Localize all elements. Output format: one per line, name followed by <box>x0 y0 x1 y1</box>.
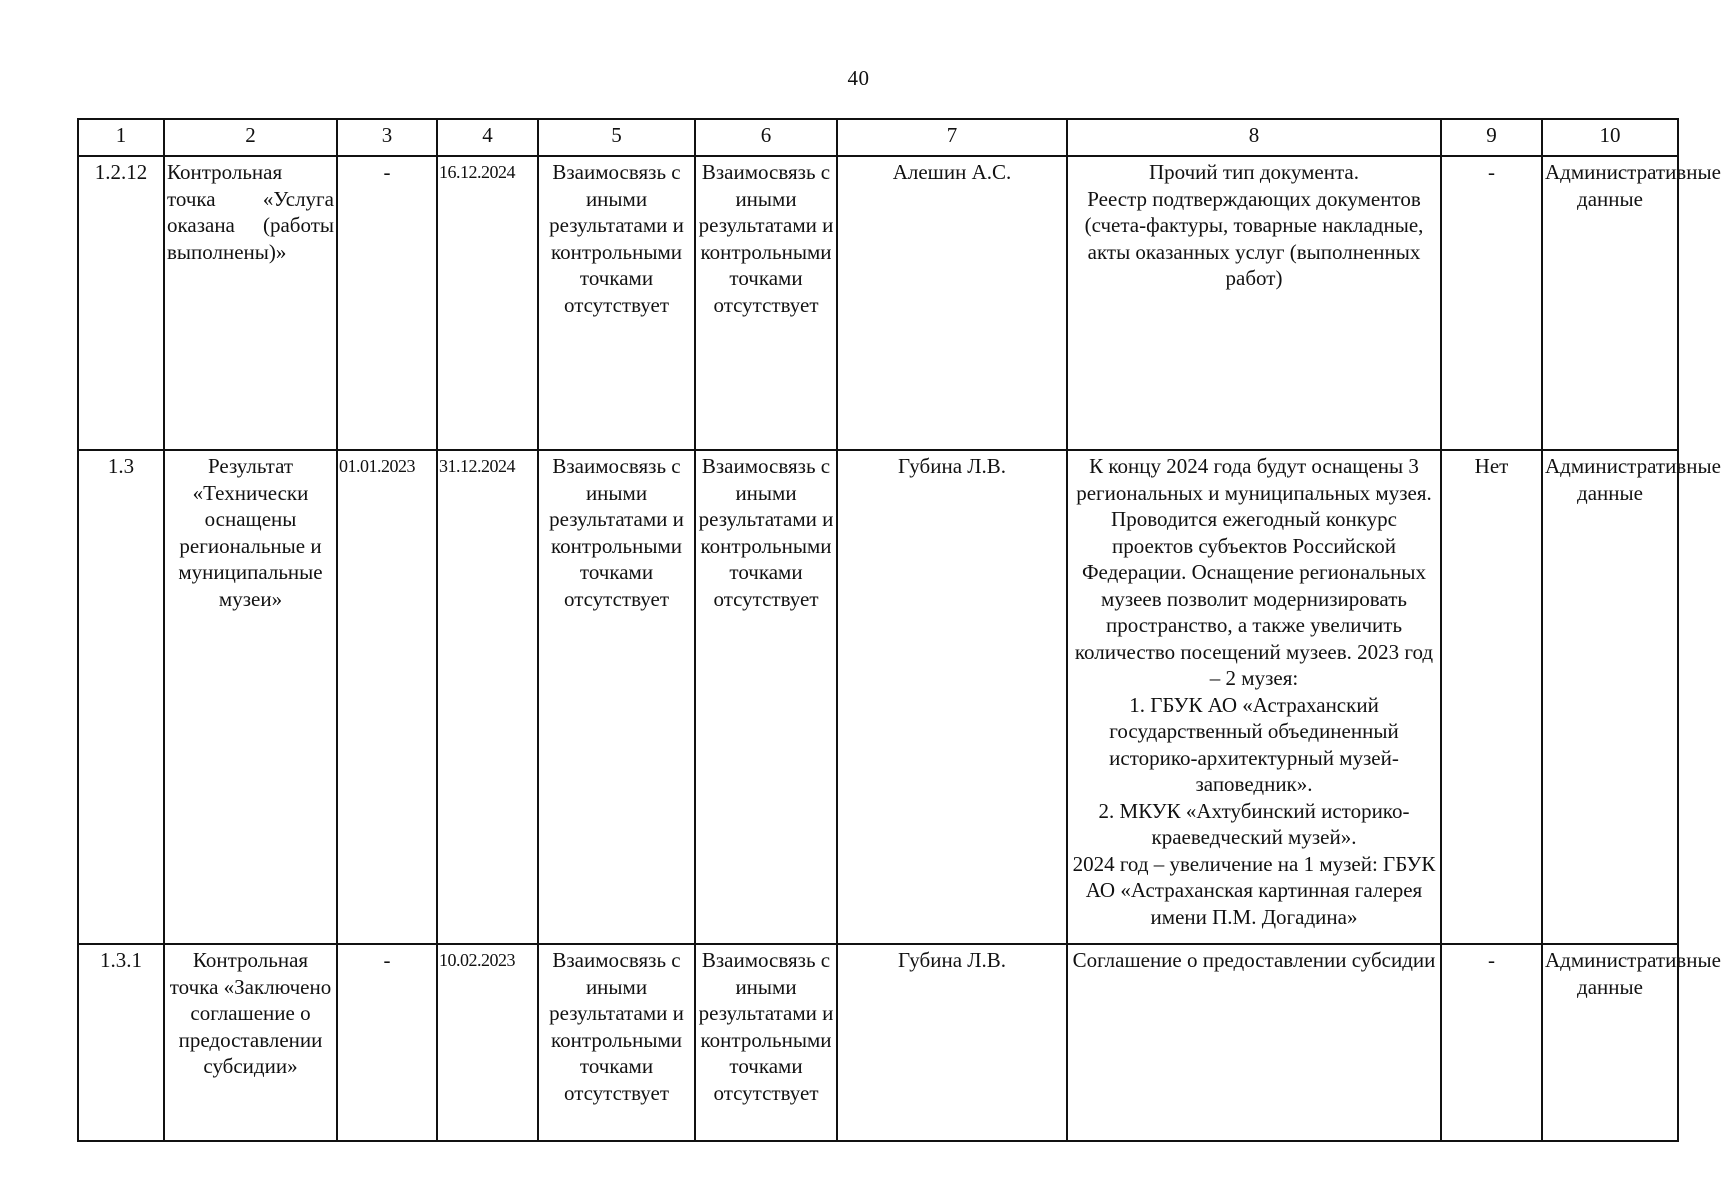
end-date-cell: 16.12.2024 <box>437 156 538 450</box>
table-row <box>78 156 1678 450</box>
row-number-cell: 1.3.1 <box>78 944 164 1141</box>
end-date-cell: 10.02.2023 <box>437 944 538 1141</box>
end-date-cell: 31.12.2024 <box>437 450 538 944</box>
start-date-cell: 01.01.2023 <box>337 450 437 944</box>
column-number: 5 <box>538 119 695 156</box>
responsible-cell: Алешин А.С. <box>837 156 1067 450</box>
link-next-cell: Взаимосвязь с иными результатами и контрольными точками отсутствует <box>695 450 837 944</box>
link-prev-cell: Взаимосвязь с иными результатами и контрольными точками отсутствует <box>538 450 695 944</box>
gis-cell: Нет <box>1441 450 1542 944</box>
info-system-cell: Административные данные <box>1542 450 1678 944</box>
document-cell: Прочий тип документа. Реестр подтверждающих документов (счета-фактуры, товарные накладные, акты оказанных услуг (выполненных работ) <box>1067 156 1441 450</box>
document-cell: Соглашение о предоставлении субсидии <box>1067 944 1441 1141</box>
column-number: 10 <box>1542 119 1678 156</box>
gis-cell: - <box>1441 944 1542 1141</box>
link-next-cell: Взаимосвязь с иными результатами и контрольными точками отсутствует <box>695 156 837 450</box>
column-number: 6 <box>695 119 837 156</box>
row-name-cell: Контрольная точка «Услуга оказана (работы выполнены)» <box>164 156 337 450</box>
start-date-cell: - <box>337 156 437 450</box>
gis-cell: - <box>1441 156 1542 450</box>
control-points-table <box>77 118 1721 1142</box>
column-number: 4 <box>437 119 538 156</box>
link-next-cell: Взаимосвязь с иными результатами и контрольными точками отсутствует <box>695 944 837 1141</box>
column-number: 3 <box>337 119 437 156</box>
row-number-cell: 1.3 <box>78 450 164 944</box>
column-number: 7 <box>837 119 1067 156</box>
link-prev-cell: Взаимосвязь с иными результатами и контрольными точками отсутствует <box>538 944 695 1141</box>
row-name-cell: Результат «Технически оснащены региональные и муниципальные музеи» <box>164 450 337 944</box>
responsible-cell: Губина Л.В. <box>837 450 1067 944</box>
document-cell: К концу 2024 года будут оснащены 3 региональных и муниципальных музея. Проводится ежегодный конкурс проектов субъектов Российской Федерации. Оснащение региональных музеев позволит модернизировать пространство, а также увеличить количество посещений музеев. 2023 год – 2 музея: 1. ГБУК АО «Астраханский государственный объединенный историко-архитектурный музей-заповедник». 2. МКУК «Ахтубинский историко-краеведческий музей». 2024 год – увеличение на 1 музей: ГБУК АО «Астраханская картинная галерея имени П.М. Догадина» <box>1067 450 1441 944</box>
row-name-cell: Контрольная точка «Заключено соглашение о предоставлении субсидии» <box>164 944 337 1141</box>
column-number: 1 <box>78 119 164 156</box>
page-number: 40 <box>847 66 870 90</box>
row-number-cell: 1.2.12 <box>78 156 164 450</box>
column-number-row <box>78 119 1678 156</box>
table-row <box>78 944 1678 1141</box>
start-date-cell: - <box>337 944 437 1141</box>
column-number: 2 <box>164 119 337 156</box>
link-prev-cell: Взаимосвязь с иными результатами и контрольными точками отсутствует <box>538 156 695 450</box>
info-system-cell: Административные данные <box>1542 156 1678 450</box>
column-number: 9 <box>1441 119 1542 156</box>
column-number: 8 <box>1067 119 1441 156</box>
table-row <box>78 450 1678 944</box>
info-system-cell: Административные данные <box>1542 944 1678 1141</box>
responsible-cell: Губина Л.В. <box>837 944 1067 1141</box>
